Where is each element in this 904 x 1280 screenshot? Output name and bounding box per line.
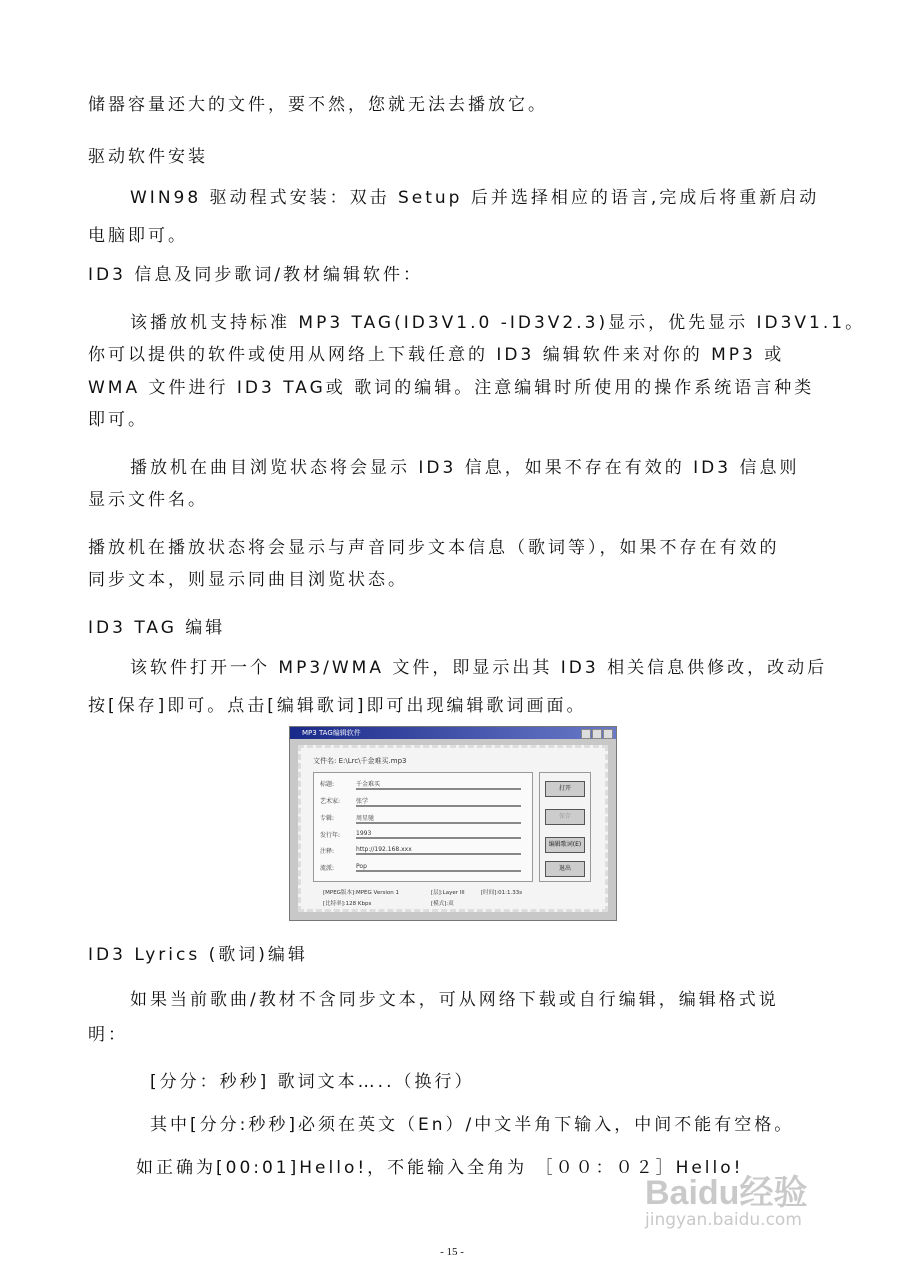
paragraph-text: 如正确为[00:01]Hello!，不能输入全角为 ［００：０２］Hello! xyxy=(136,1158,744,1178)
page-number: - 15 - xyxy=(440,1246,464,1258)
window-title: MP3 TAG编辑软件 xyxy=(302,729,361,737)
window-titlebar xyxy=(290,727,616,739)
section-heading: ID3 信息及同步歌词/教材编辑软件： xyxy=(88,265,424,285)
paragraph-text: 播放机在播放状态将会显示与声音同步文本信息（歌词等），如果不存在有效的 xyxy=(88,538,780,558)
field-label: 流派: xyxy=(320,865,335,872)
tag-fields xyxy=(313,772,533,882)
info-text: [层]:Layer III xyxy=(431,890,465,896)
paragraph-text: 播放机在曲目浏览状态将会显示 ID3 信息，如果不存在有效的 ID3 信息则 xyxy=(130,458,800,478)
file-name: 文件名: E:\Lrc\千金难买.mp3 xyxy=(313,757,407,765)
paragraph-text: 该播放机支持标准 MP3 TAG(ID3V1.0 -ID3V2.3)显示，优先显示 ID3V1.1。 xyxy=(130,313,866,333)
paragraph-text: 同步文本，则显示同曲目浏览状态。 xyxy=(88,570,408,590)
exit-button: 退出 xyxy=(545,861,585,877)
close-icon xyxy=(603,729,613,739)
maximize-icon xyxy=(592,729,602,739)
field-value: 周星驰 xyxy=(356,813,521,824)
watermark-brand: Baidu经验 xyxy=(645,1174,808,1212)
edit-lyrics-button: 编辑歌词(E) xyxy=(545,837,585,853)
field-value: 1993 xyxy=(356,830,521,839)
save-button: 保存 xyxy=(545,809,585,825)
field-value: 张学 xyxy=(356,796,521,807)
field-label: 发行年: xyxy=(320,832,341,839)
minimize-icon xyxy=(581,729,591,739)
field-label: 注释: xyxy=(320,848,335,855)
field-label: 专辑: xyxy=(320,815,335,822)
paragraph-text: 该软件打开一个 MP3/WMA 文件，即显示出其 ID3 相关信息供修改，改动后 xyxy=(130,658,828,678)
paragraph-text: 你可以提供的软件或使用从网络上下载任意的 ID3 编辑软件来对你的 MP3 或 xyxy=(88,345,785,365)
info-text: [MPEG版本]:MPEG Version 1 xyxy=(323,890,399,896)
paragraph-text: 即可。 xyxy=(88,410,148,430)
id3-editor-screenshot xyxy=(289,726,617,921)
paragraph-text: 其中[分分:秒秒]必须在英文（En）/中文半角下输入，中间不能有空格。 xyxy=(150,1115,795,1135)
paragraph-text: WIN98 驱动程式安装：双击 Setup 后并选择相应的语言,完成后将重新启动 xyxy=(130,188,820,208)
paragraph-text: 电脑即可。 xyxy=(88,226,188,246)
section-heading: ID3 Lyrics (歌词)编辑 xyxy=(88,945,308,965)
paragraph-text: 明： xyxy=(88,1025,128,1045)
section-heading: 驱动软件安装 xyxy=(88,147,208,167)
watermark-url: jingyan.baidu.com xyxy=(645,1210,802,1230)
info-text: [比特率]:128 Kbps xyxy=(323,901,372,907)
field-value: http://192.168.xxx xyxy=(356,846,521,855)
info-text: [模式]:双 xyxy=(431,901,454,907)
open-button: 打开 xyxy=(545,781,585,797)
field-label: 标题: xyxy=(320,781,335,788)
field-label: 艺术家: xyxy=(320,798,341,805)
paragraph-text: 显示文件名。 xyxy=(88,490,208,510)
info-text: [时间]:01:1.33s xyxy=(481,890,523,896)
field-value: 千金难买 xyxy=(356,779,521,790)
baidu-watermark xyxy=(645,1165,807,1230)
paragraph-text: 如果当前歌曲/教材不含同步文本，可从网络下载或自行编辑，编辑格式说 xyxy=(130,990,779,1010)
genre-select: Pop xyxy=(356,863,521,872)
paragraph-text: 储器容量还大的文件，要不然，您就无法去播放它。 xyxy=(88,95,548,115)
paragraph-text: WMA 文件进行 ID3 TAG或 歌词的编辑。注意编辑时所使用的操作系统语言种类 xyxy=(88,378,815,398)
paragraph-text: 按[保存]即可。点击[编辑歌词]即可出现编辑歌词画面。 xyxy=(88,696,587,716)
section-heading: ID3 TAG 编辑 xyxy=(88,618,226,638)
paragraph-text: [分分：秒秒] 歌词文本…..（换行） xyxy=(150,1072,475,1092)
